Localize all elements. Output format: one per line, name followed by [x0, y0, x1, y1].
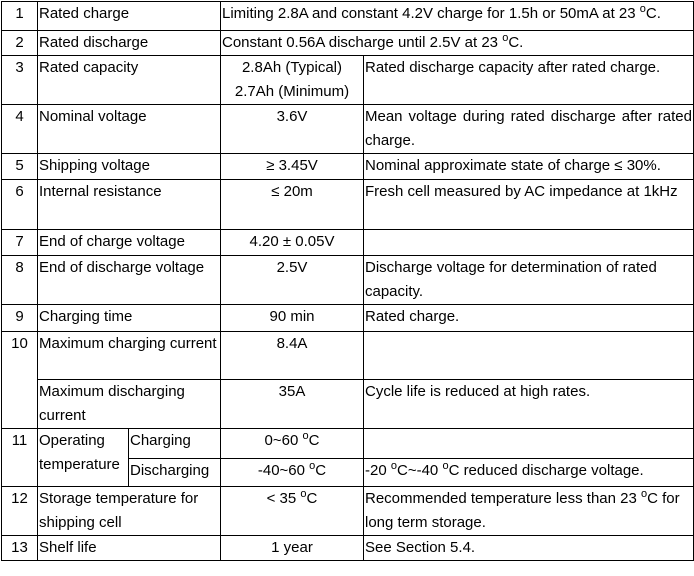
- table-row: [2, 56, 694, 105]
- value-cell: ≤ 20m: [221, 180, 364, 230]
- table-row: [2, 230, 694, 256]
- value-cell: -40~60 $^o$C: [221, 459, 364, 487]
- note-text: -20 $^o$C~-40 $^o$C reduced discharge voltage.: [364, 459, 694, 487]
- item-label: Rated discharge: [38, 31, 221, 56]
- sub-item-label: Discharging: [129, 459, 221, 487]
- item-label: Shipping voltage: [38, 154, 221, 180]
- note-text: Fresh cell measured by AC impedance at 1kHz: [364, 180, 694, 230]
- table-row: [2, 105, 694, 154]
- note-text: Rated discharge capacity after rated charge.: [364, 56, 694, 105]
- value-cell: 8.4A: [221, 332, 364, 380]
- row-number: 5: [2, 154, 38, 180]
- item-label: Maximum charging current: [38, 332, 221, 380]
- item-label: End of charge voltage: [38, 230, 221, 256]
- item-label: Rated capacity: [38, 56, 221, 105]
- spec-table: [1, 1, 694, 561]
- table-row: [2, 380, 694, 429]
- note-text: [364, 429, 694, 459]
- item-label: Shelf life: [38, 536, 221, 561]
- value-cell: ≥ 3.45V: [221, 154, 364, 180]
- table-row: [2, 2, 694, 31]
- value-cell: 1 year: [221, 536, 364, 561]
- item-label: Internal resistance: [38, 180, 221, 230]
- table-row: [2, 305, 694, 332]
- row-number: 1: [2, 2, 38, 31]
- table-row: [2, 31, 694, 56]
- row-number: 6: [2, 180, 38, 230]
- item-label: Rated charge: [38, 2, 221, 31]
- note-text: See Section 5.4.: [364, 536, 694, 561]
- note-text: Rated charge.: [364, 305, 694, 332]
- value-cell: 2.5V: [221, 256, 364, 305]
- note-text: Discharge voltage for determination of rated capacity.: [364, 256, 694, 305]
- row-number: 9: [2, 305, 38, 332]
- item-label: Maximum discharging current: [38, 380, 221, 429]
- note-text: Nominal approximate state of charge ≤ 30%.: [364, 154, 694, 180]
- note-text: Cycle life is reduced at high rates.: [364, 380, 694, 429]
- table-row: [2, 154, 694, 180]
- note-text: [364, 332, 694, 380]
- item-label: Operating temperature: [38, 429, 129, 487]
- row-number: 7: [2, 230, 38, 256]
- note-text: Recommended temperature less than 23 $^o$C for long term storage.: [364, 487, 694, 536]
- note-text: Mean voltage during rated discharge after rated charge.: [364, 105, 694, 154]
- row-number: 8: [2, 256, 38, 305]
- row-number: 4: [2, 105, 38, 154]
- item-label: End of discharge voltage: [38, 256, 221, 305]
- value-cell: 35A: [221, 380, 364, 429]
- table-row: [2, 429, 694, 459]
- row-number: 10: [2, 332, 38, 429]
- note-text: [364, 230, 694, 256]
- row-number: 11: [2, 429, 38, 487]
- value-cell: [221, 56, 364, 105]
- row-number: 3: [2, 56, 38, 105]
- value-cell: 0~60 $^o$C: [221, 429, 364, 459]
- table-row: [2, 180, 694, 230]
- item-label: Charging time: [38, 305, 221, 332]
- item-label: Storage temperature for shipping cell: [38, 487, 221, 536]
- value-line: 2.7Ah (Minimum): [234, 83, 350, 100]
- item-label: Nominal voltage: [38, 105, 221, 154]
- table-row: [2, 332, 694, 380]
- value-cell: 4.20 ± 0.05V: [221, 230, 364, 256]
- spec-text: Limiting 2.8A and constant 4.2V charge for 1.5h or 50mA at 23 $^o$C.: [221, 2, 694, 31]
- value-line: 2.8Ah (Typical): [241, 59, 343, 76]
- sub-item-label: Charging: [129, 429, 221, 459]
- value-cell: 3.6V: [221, 105, 364, 154]
- row-number: 12: [2, 487, 38, 536]
- row-number: 13: [2, 536, 38, 561]
- value-cell: < 35 $^o$C: [221, 487, 364, 536]
- table-row: [2, 487, 694, 536]
- row-number: 2: [2, 31, 38, 56]
- spec-text: Constant 0.56A discharge until 2.5V at 23 $^o$C.: [221, 31, 694, 56]
- value-cell: 90 min: [221, 305, 364, 332]
- table-row: [2, 536, 694, 561]
- table-row: [2, 256, 694, 305]
